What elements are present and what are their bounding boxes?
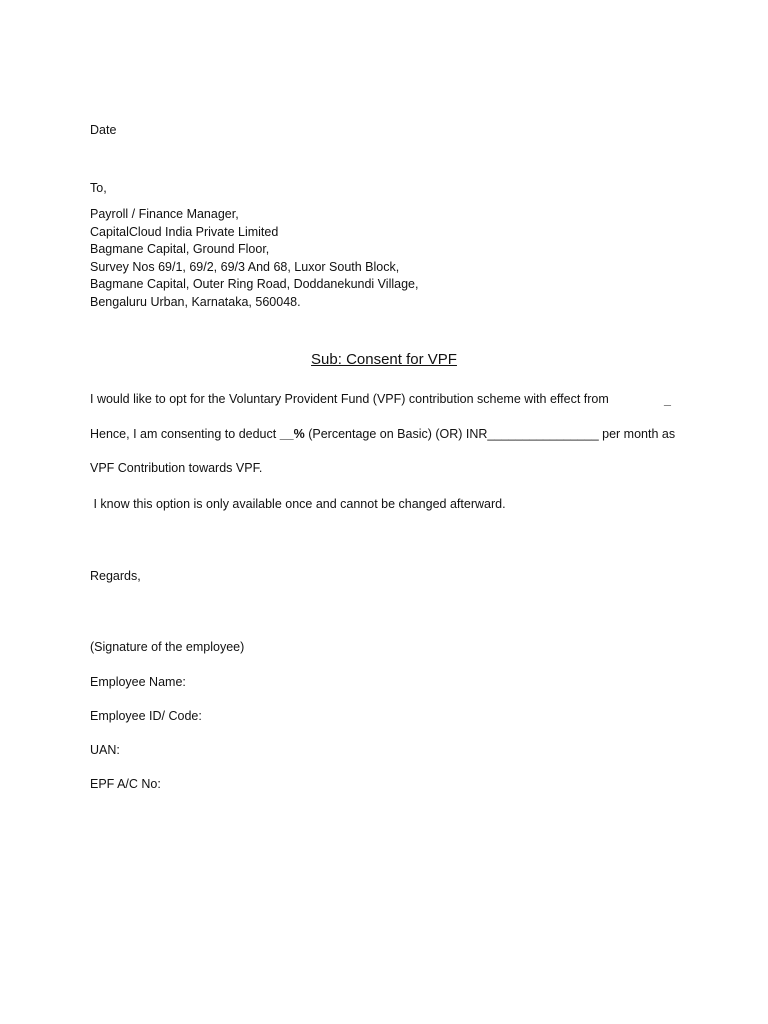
- employee-name-field: Employee Name:: [90, 675, 186, 689]
- opt-in-statement: I would like to opt for the Voluntary Provident Fund (VPF) contribution scheme with effect from: [90, 392, 609, 406]
- address-line-city: Bengaluru Urban, Karnataka, 560048.: [90, 294, 301, 309]
- recipient-address: [90, 206, 418, 312]
- employee-id-field: Employee ID/ Code:: [90, 709, 202, 723]
- contribution-statement: VPF Contribution towards VPF.: [90, 461, 263, 475]
- consent-prefix: Hence, I am consenting to deduct: [90, 427, 280, 441]
- address-line-survey: Survey Nos 69/1, 69/2, 69/3 And 68, Luxor South Block,: [90, 259, 400, 274]
- uan-field: UAN:: [90, 743, 120, 757]
- one-time-option-note: I know this option is only available once and cannot be changed afterward.: [90, 497, 506, 511]
- date-label: Date: [90, 123, 117, 137]
- address-line-company: CapitalCloud India Private Limited: [90, 224, 279, 239]
- subject-heading: Sub: Consent for VPF: [311, 351, 457, 368]
- consent-statement: [90, 426, 675, 443]
- signature-label: (Signature of the employee): [90, 640, 245, 654]
- to-label: To,: [90, 181, 107, 195]
- closing-regards: Regards,: [90, 569, 141, 583]
- consent-percent-blank: __%: [279, 427, 305, 441]
- address-line-building: Bagmane Capital, Ground Floor,: [90, 242, 270, 257]
- address-line-recipient-title: Payroll / Finance Manager,: [90, 207, 239, 221]
- opt-in-date-blank: _: [664, 393, 671, 407]
- consent-suffix: (Percentage on Basic) (OR) INR________________ per month as: [304, 427, 676, 441]
- epf-account-field: EPF A/C No:: [90, 777, 161, 791]
- address-line-road: Bagmane Capital, Outer Ring Road, Doddanekundi Village,: [90, 277, 419, 292]
